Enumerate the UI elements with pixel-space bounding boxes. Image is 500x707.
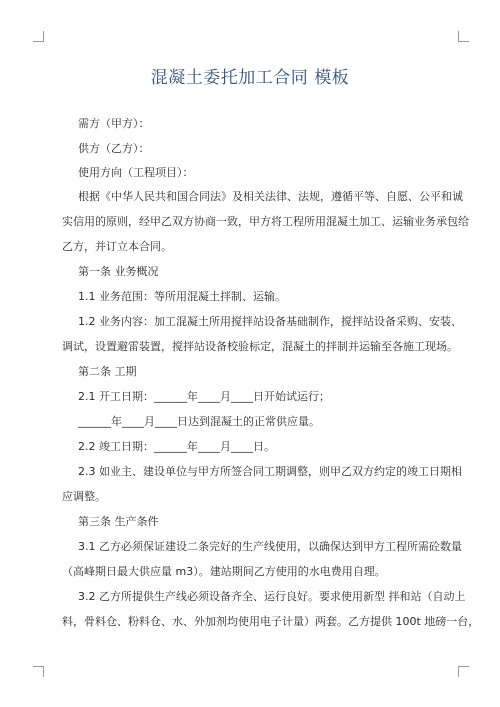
- paragraph-line: 乙方，并订立本合同。: [62, 240, 172, 253]
- paragraph-line: 1.1 业务范围：等所用混凝土拌制、运输。: [78, 290, 286, 303]
- paragraph-line: 1.2 业务内容：加工混凝土所用搅拌站设备基础制作，搅拌站设备采购、安装、: [78, 315, 462, 328]
- paragraph-line: 应调整。: [62, 490, 106, 503]
- section-heading: 第三条 生产条件: [78, 515, 159, 528]
- paragraph-line: 调试，设置避雷装置，搅拌站设备校验标定，混凝土的拌制并运输至各施工现场。: [62, 340, 458, 353]
- paragraph-line: 根据《中华人民共和国合同法》及相关法律、法规，遵循平等、自愿、公平和诚: [78, 190, 463, 203]
- paragraph-line: 料，骨料仓、粉料仓、水、外加剂均使用电子计量）两套。乙方提供 100t 地磅一台，: [62, 615, 480, 628]
- crop-mark-bottom-left: [33, 666, 44, 677]
- crop-mark-bottom-right: [458, 666, 469, 677]
- document-title: 混凝土委托加工合同 模板: [150, 68, 350, 88]
- crop-mark-top-left: [33, 31, 44, 42]
- paragraph-line: 2.3 如业主、建设单位与甲方所签合同工期调整，则甲乙双方约定的竣工日期相: [78, 465, 462, 478]
- section-heading: 第一条 业务概况: [78, 265, 159, 278]
- paragraph-line: ______年____月____日达到混凝土的正常供应量。: [78, 415, 320, 428]
- paragraph-line: 2.2 竣工日期：______年____月____日。: [78, 440, 275, 453]
- party-b-line: 供方（乙方）：: [78, 142, 150, 155]
- paragraph-line: 实信用的原则，经甲乙双方协商一致，甲方将工程所用混凝土加工、运输业务承包给: [62, 215, 469, 228]
- paragraph-line: （高峰期日最大供应量 m3）。建站期间乙方使用的水电费用自理。: [62, 565, 386, 578]
- party-a-line: 需方（甲方）：: [78, 117, 150, 130]
- paragraph-line: 2.1 开工日期：______年____月____日开始试运行；: [78, 390, 330, 403]
- crop-mark-top-right: [458, 31, 469, 42]
- project-line: 使用方向（工程项目）：: [78, 166, 194, 179]
- paragraph-line: 3.1 乙方必须保证建设二条完好的生产线使用，以确保达到甲方工程所需砼数量: [78, 540, 462, 553]
- section-heading: 第二条 工期: [78, 365, 137, 378]
- paragraph-line: 3.2 乙方所提供生产线必须设备齐全、运行良好。要求使用新型 拌和站（自动上: [78, 590, 466, 603]
